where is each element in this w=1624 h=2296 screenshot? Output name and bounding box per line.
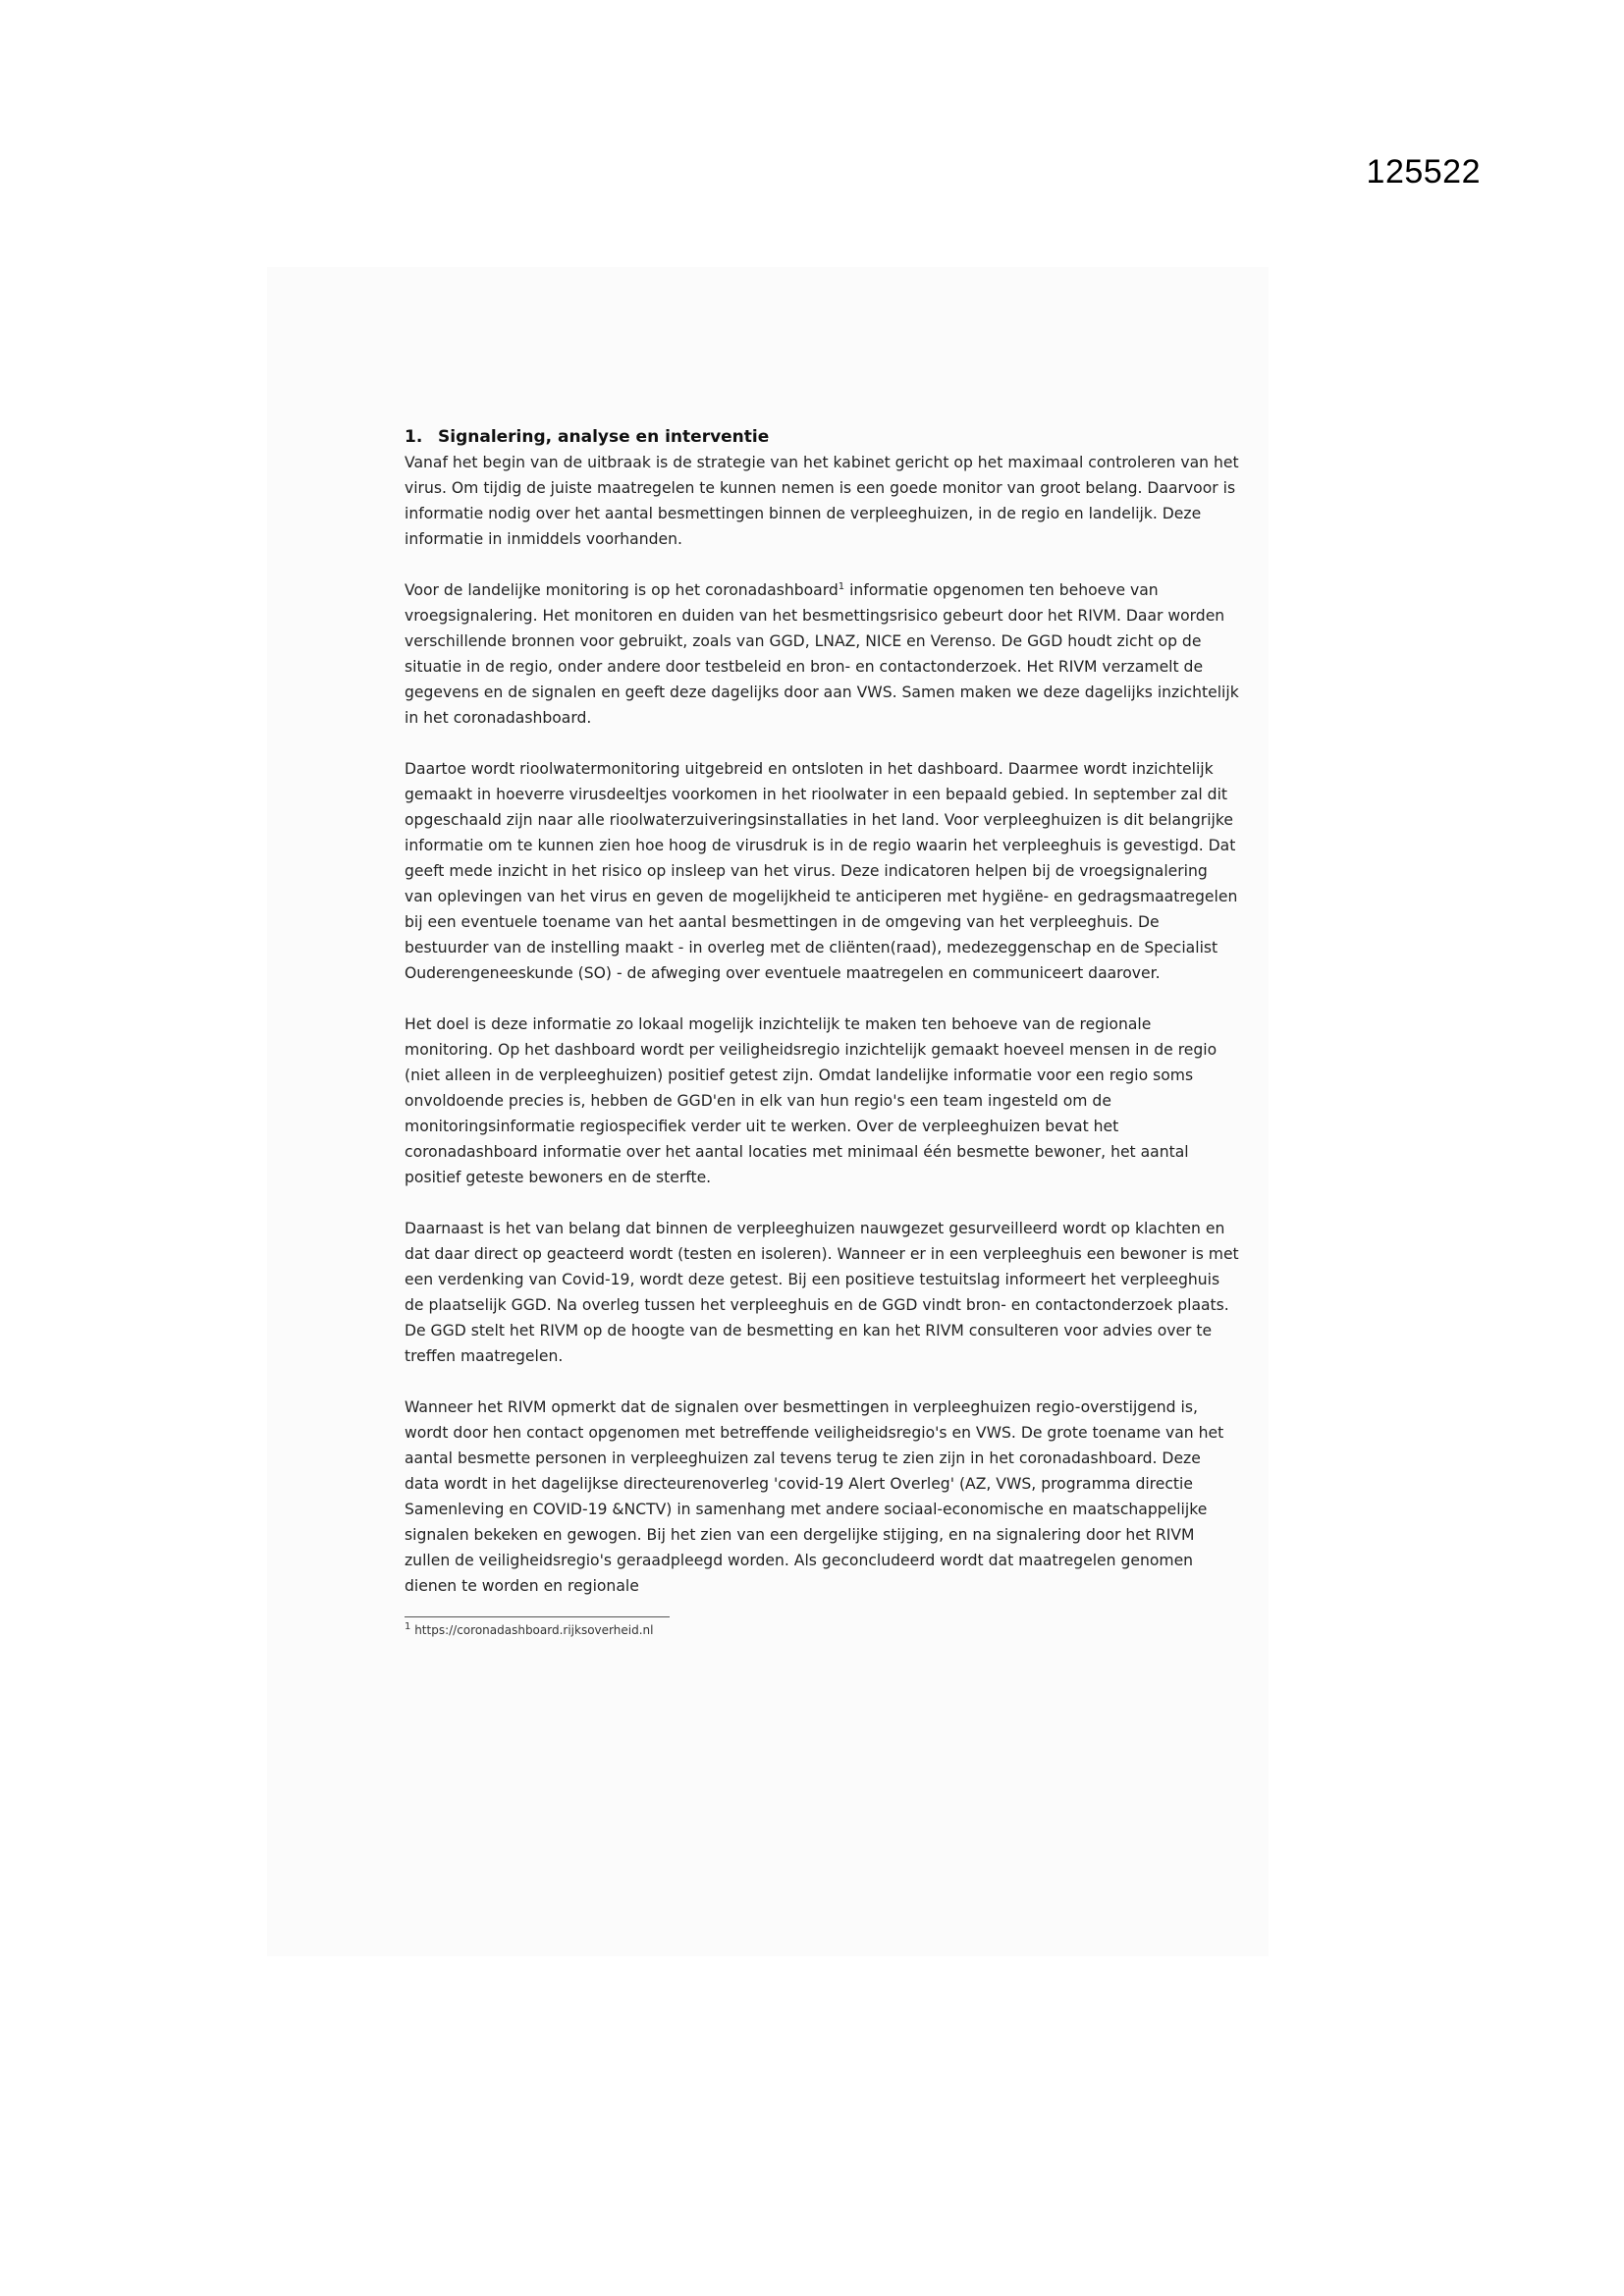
document-body (405, 424, 1239, 1639)
section-title: Signalering, analyse en interventie (438, 427, 770, 447)
footnote-marker: 1 (405, 1621, 411, 1632)
paragraph-rivm-escalation: Wanneer het RIVM opmerkt dat de signalen over besmettingen in verpleeghuizen regio-overstijgend is, wordt door hen contact opgenomen met betreffende veiligheidsregio's en VWS. De grote toename van het aantal besmette personen in verpleeghuizen zal tevens terug te zien zijn in het coronadashboard. Deze data wordt in het dagelijkse directeurenoverleg 'covid-19 Alert Overleg' (AZ, VWS, programma directie Samenleving en COVID-19 &NCTV) in samenhang met andere sociaal-economische en maatschappelijke signalen bekeken en gewogen. Bij het zien van een dergelijke stijging, en na signalering door het RIVM zullen de veiligheidsregio's geraadpleegd worden. Als geconcludeerd wordt dat maatregelen genomen dienen te worden en regionale (405, 1398, 1224, 1595)
paragraph-national-monitoring-start: Voor de landelijke monitoring is op het coronadashboard (405, 581, 839, 599)
section-number: 1. (405, 427, 423, 447)
section-heading (405, 424, 1239, 450)
paragraph-strategy: Vanaf het begin van de uitbraak is de strategie van het kabinet gericht op het maximaal controleren van het virus. Om tijdig de juiste maatregelen te kunnen nemen is een goede monitor van groot belang. Daarvoor is informatie nodig over het aantal besmettingen binnen de verpleeghuizen, in de regio en landelijk. Deze informatie in inmiddels voorhanden. (405, 454, 1239, 548)
footnote-reference: 1 (838, 580, 845, 592)
paragraph-regional-monitoring: Het doel is deze informatie zo lokaal mogelijk inzichtelijk te maken ten behoeve van de regionale monitoring. Op het dashboard wordt per veiligheidsregio inzichtelijk gemaakt hoeveel mensen in de regio (niet alleen in de verpleeghuizen) positief getest zijn. Omdat landelijke informatie voor een regio soms onvoldoende precies is, hebben de GGD'en in elk van hun regio's een team ingesteld om de monitoringsinformatie regiospecifiek verder uit te werken. Over de verpleeghuizen bevat het coronadashboard informatie over het aantal locaties met minimaal één besmette bewoner, het aantal positief geteste bewoners en de sterfte. (405, 1015, 1218, 1186)
paragraph-national-monitoring-rest: informatie opgenomen ten behoeve van vroegsignalering. Het monitoren en duiden van het besmettingsrisico gebeurt door het RIVM. Daar worden verschillende bronnen voor gebruikt, zoals van GGD, LNAZ, NICE en Verenso. De GGD houdt zicht op de situatie in de regio, onder andere door testbeleid en bron- en contactonderzoek. Het RIVM verzamelt de gegevens en de signalen en geeft deze dagelijks door aan VWS. Samen maken we deze dagelijks inzichtelijk in het coronadashboard. (405, 581, 1239, 727)
document-number: 125522 (1366, 153, 1481, 191)
footnote-divider (405, 1616, 670, 1617)
paragraph-sewage-monitoring: Daartoe wordt rioolwatermonitoring uitgebreid en ontsloten in het dashboard. Daarmee wordt inzichtelijk gemaakt in hoeverre virusdeeltjes voorkomen in het rioolwater in een bepaald gebied. In september zal dit opgeschaald zijn naar alle rioolwaterzuiveringsinstallaties in het land. Voor verpleeghuizen is dit belangrijke informatie om te kunnen zien hoe hoog de virusdruk is in de regio waarin het verpleeghuis is gevestigd. Dat geeft mede inzicht in het risico op insleep van het virus. Deze indicatoren helpen bij de vroegsignalering van oplevingen van het virus en geven de mogelijkheid te anticiperen met hygiëne- en gedragsmaatregelen bij een eventuele toename van het aantal besmettingen in de omgeving van het verpleeghuis. De bestuurder van de instelling maakt - in overleg met de cliënten(raad), medezeggenschap en de Specialist Ouderengeneeskunde (SO) - de afweging over eventuele maatregelen en communiceert daarover. (405, 760, 1238, 982)
footnote-link-text: https://coronadashboard.rijksoverheid.nl (410, 1623, 654, 1637)
footnote (405, 1621, 1239, 1639)
paragraph-national-monitoring (405, 577, 1239, 731)
paragraph-surveillance: Daarnaast is het van belang dat binnen de verpleeghuizen nauwgezet gesurveilleerd wordt op klachten en dat daar direct op geacteerd wordt (testen en isoleren). Wanneer er in een verpleeghuis een bewoner is met een verdenking van Covid-19, wordt deze getest. Bij een positieve testuitslag informeert het verpleeghuis de plaatselijk GGD. Na overleg tussen het verpleeghuis en de GGD vindt bron- en contactonderzoek plaats. De GGD stelt het RIVM op de hoogte van de besmetting en kan het RIVM consulteren voor advies over te treffen maatregelen. (405, 1220, 1239, 1365)
